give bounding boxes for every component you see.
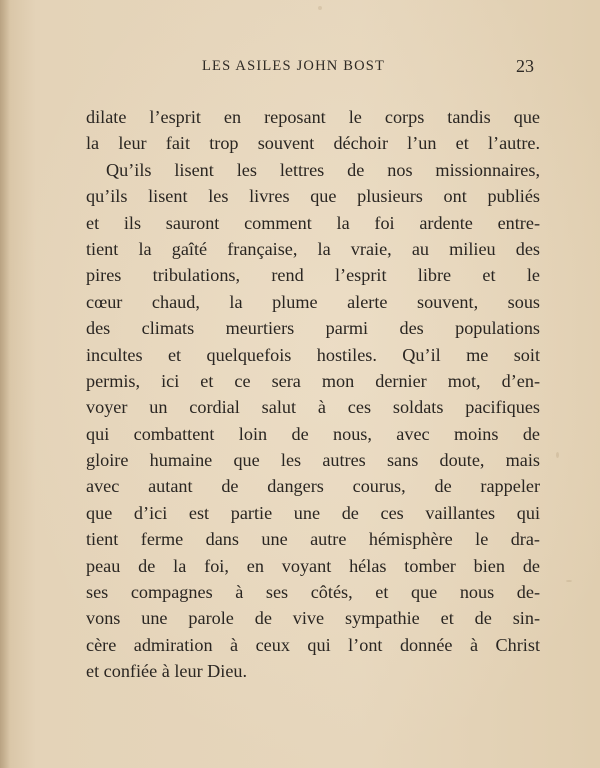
text-line: dilate l’esprit en reposant le corps tandis que	[86, 107, 540, 127]
text-line: des climats meurtiers parmi des populations	[86, 318, 540, 339]
paper-spot	[318, 6, 322, 10]
paragraph-start-line: Qu’ils lisent les lettres de nos missionnaires,	[106, 159, 540, 180]
page-gutter-shadow	[0, 0, 10, 768]
text-line: qu’ils lisent les livres que plusieurs ont publiés	[86, 186, 540, 207]
running-title: LES ASILES JOHN BOST	[202, 58, 386, 74]
body-text	[86, 104, 540, 685]
text-line: peau de la foi, en voyant hélas tomber bien de	[86, 555, 540, 576]
text-line: tient ferme dans une autre hémisphère le dra-	[86, 529, 540, 550]
text-line: permis, ici et ce sera mon dernier mot, d’en-	[86, 370, 540, 391]
text-line: incultes et quelquefois hostiles. Qu’il me soit	[86, 344, 540, 365]
text-line: avec autant de dangers courus, de rappeler	[86, 476, 540, 497]
paper-spot	[566, 580, 572, 582]
text-line: qui combattent loin de nous, avec moins de	[86, 423, 540, 444]
text-line: tient la gaîté française, la vraie, au milieu des	[86, 238, 540, 259]
text-line: pires tribulations, rend l’esprit libre et le	[86, 265, 540, 286]
text-line: que d’ici est partie une de ces vaillantes qui	[86, 502, 540, 523]
text-line: voyer un cordial salut à ces soldats pacifiques	[86, 397, 540, 418]
text-line: cère admiration à ceux qui l’ont donnée à Christ	[86, 634, 540, 655]
text-line: et ils sauront comment la foi ardente entre-	[86, 212, 540, 233]
text-line: la leur fait trop souvent déchoir l’un et l’autre.	[86, 133, 540, 154]
text-line: gloire humaine que les autres sans doute, mais	[86, 450, 540, 471]
paragraph-end-line: et confiée à leur Dieu.	[86, 661, 248, 682]
page-number: 23	[516, 56, 534, 76]
paper-spot	[556, 452, 559, 458]
running-head	[90, 58, 540, 80]
text-line: ses compagnes à ses côtés, et que nous de-	[86, 582, 540, 603]
text-line: cœur chaud, la plume alerte souvent, sous	[86, 291, 540, 312]
text-line: vons une parole de vive sympathie et de sin-	[86, 608, 540, 629]
